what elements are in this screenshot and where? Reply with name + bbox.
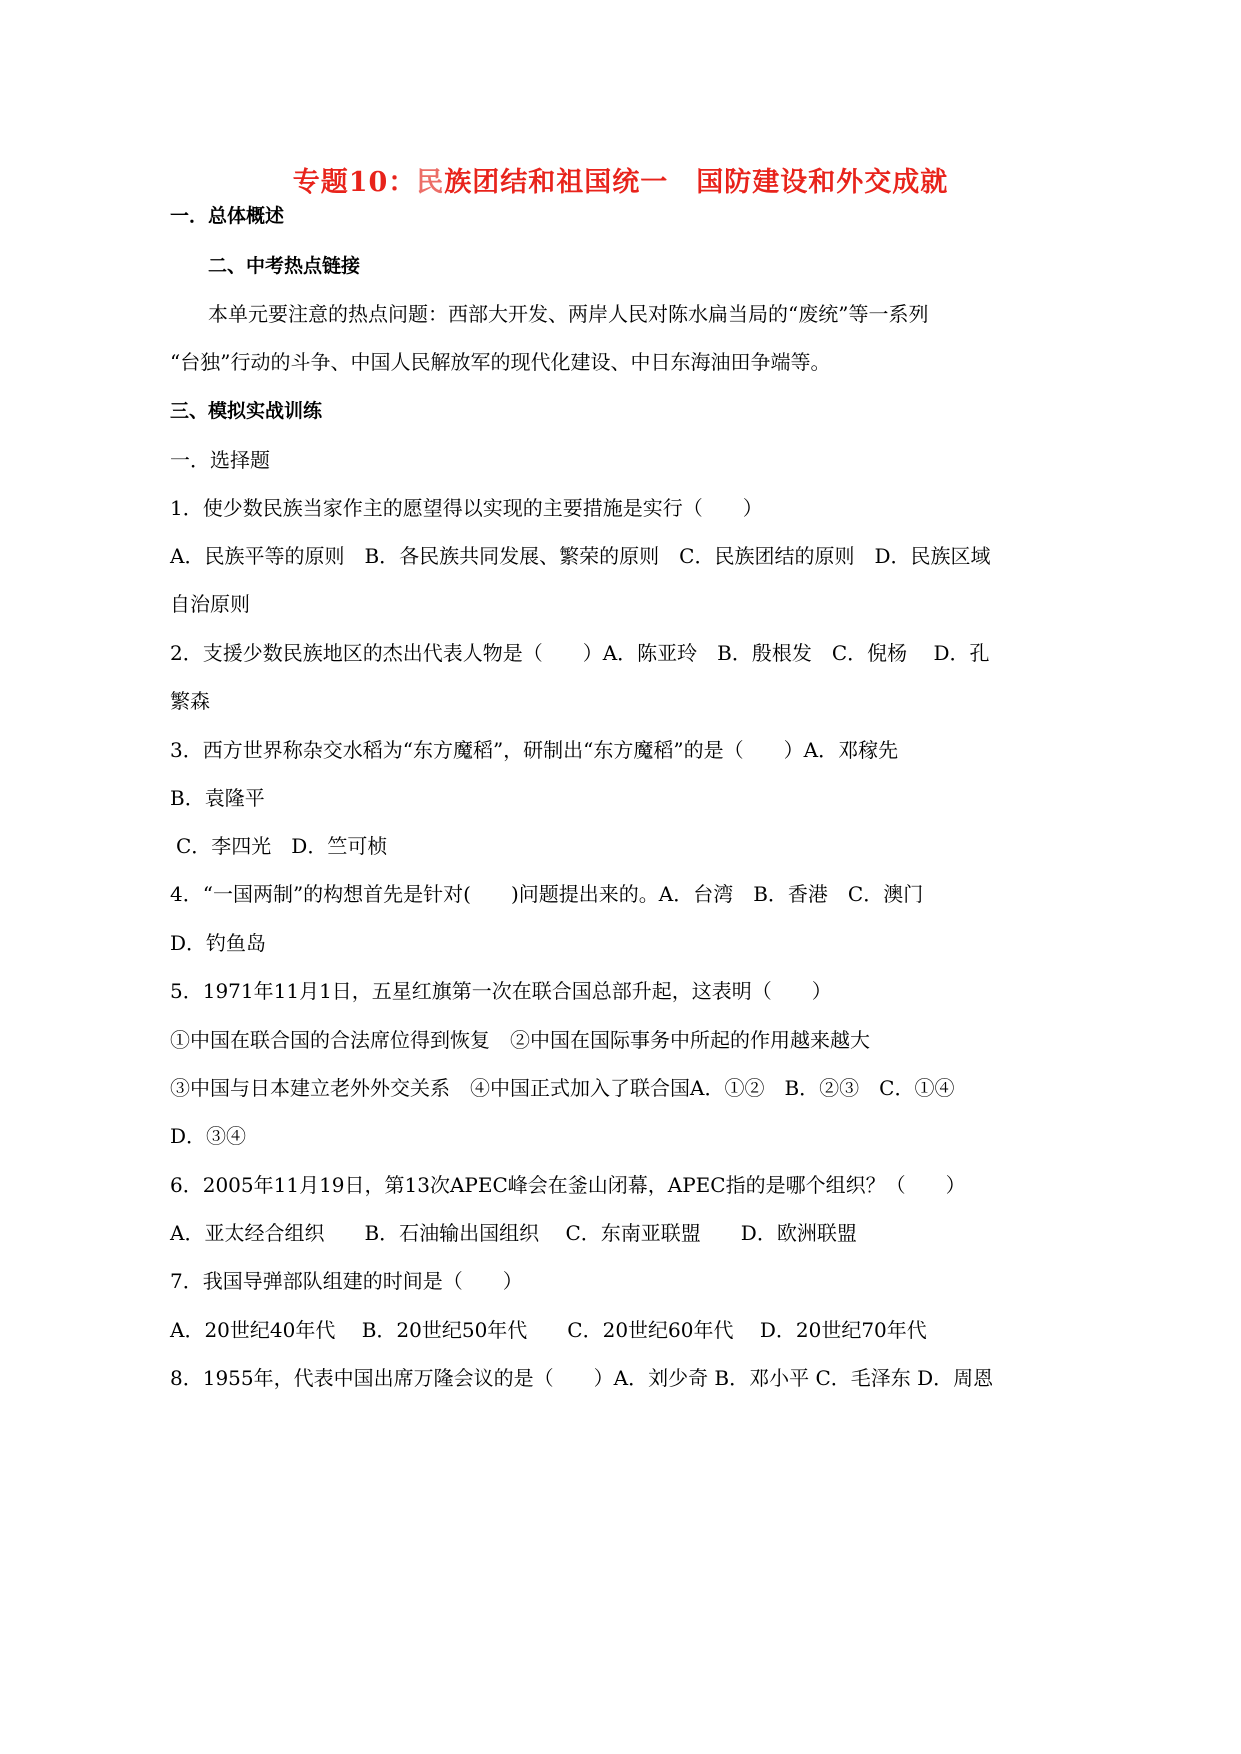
title-prefix: 专题10： [292, 167, 417, 198]
question-line: ③中国与日本建立老外外交关系 ④中国正式加入了联合国A．①② B．②③ C．①④ [170, 1076, 955, 1100]
section-training-heading: 三、模拟实战训练 [170, 400, 323, 422]
document-title [0, 160, 1241, 199]
paragraph-line-1: 本单元要注意的热点问题：西部大开发、两岸人民对陈水扁当局的“废统”等一系列 [208, 302, 929, 326]
title-rest: 族团结和祖国统一 国防建设和外交成就 [444, 167, 949, 198]
question-line: B．袁隆平 [170, 786, 265, 810]
question-line: A．亚太经合组织 B．石油输出国组织 C．东南亚联盟 D．欧洲联盟 [170, 1221, 857, 1245]
question-line: 2．支援少数民族地区的杰出代表人物是（ ）A．陈亚玲 B．殷根发 C．倪杨 D．孔 [170, 641, 990, 665]
section-overview-heading: 一．总体概述 [170, 205, 285, 227]
question-line: A．20世纪40年代 B．20世纪50年代 C．20世纪60年代 D．20世纪70年代 [170, 1318, 927, 1342]
question-line: A．民族平等的原则 B．各民族共同发展、繁荣的原则 C．民族团结的原则 D．民族区域 [170, 544, 991, 568]
question-line: 自治原则 [170, 592, 250, 616]
question-line: C．李四光 D．竺可桢 [176, 834, 388, 858]
question-line: 5．1971年11月1日，五星红旗第一次在联合国总部升起，这表明（ ） [170, 979, 832, 1003]
subsection-multiple-choice: 一．选择题 [170, 448, 270, 472]
section-hotspot-heading: 二、中考热点链接 [208, 255, 361, 277]
question-line: D．③④ [170, 1124, 247, 1148]
question-line: ①中国在联合国的合法席位得到恢复 ②中国在国际事务中所起的作用越来越大 [170, 1028, 870, 1052]
question-line: 6．2005年11月19日，第13次APEC峰会在釜山闭幕，APEC指的是哪个组织？（ ） [170, 1173, 966, 1197]
question-line: 繁森 [170, 689, 210, 713]
title-faded-char: 民 [416, 167, 445, 198]
question-line: 3．西方世界称杂交水稻为“东方魔稻”，研制出“东方魔稻”的是（ ）A．邓稼先 [170, 738, 899, 762]
question-line: 8．1955年，代表中国出席万隆会议的是（ ）A．刘少奇 B．邓小平 C．毛泽东 D．周恩 [170, 1366, 994, 1390]
question-line: 4．“一国两制”的构想首先是针对( )问题提出来的。A．台湾 B．香港 C．澳门 [170, 882, 924, 906]
question-line: D．钓鱼岛 [170, 931, 267, 955]
question-line: 7．我国导弹部队组建的时间是（ ） [170, 1269, 523, 1293]
paragraph-line-2: “台独”行动的斗争、中国人民解放军的现代化建设、中日东海油田争端等。 [170, 350, 831, 374]
question-line: 1．使少数民族当家作主的愿望得以实现的主要措施是实行（ ） [170, 496, 763, 520]
